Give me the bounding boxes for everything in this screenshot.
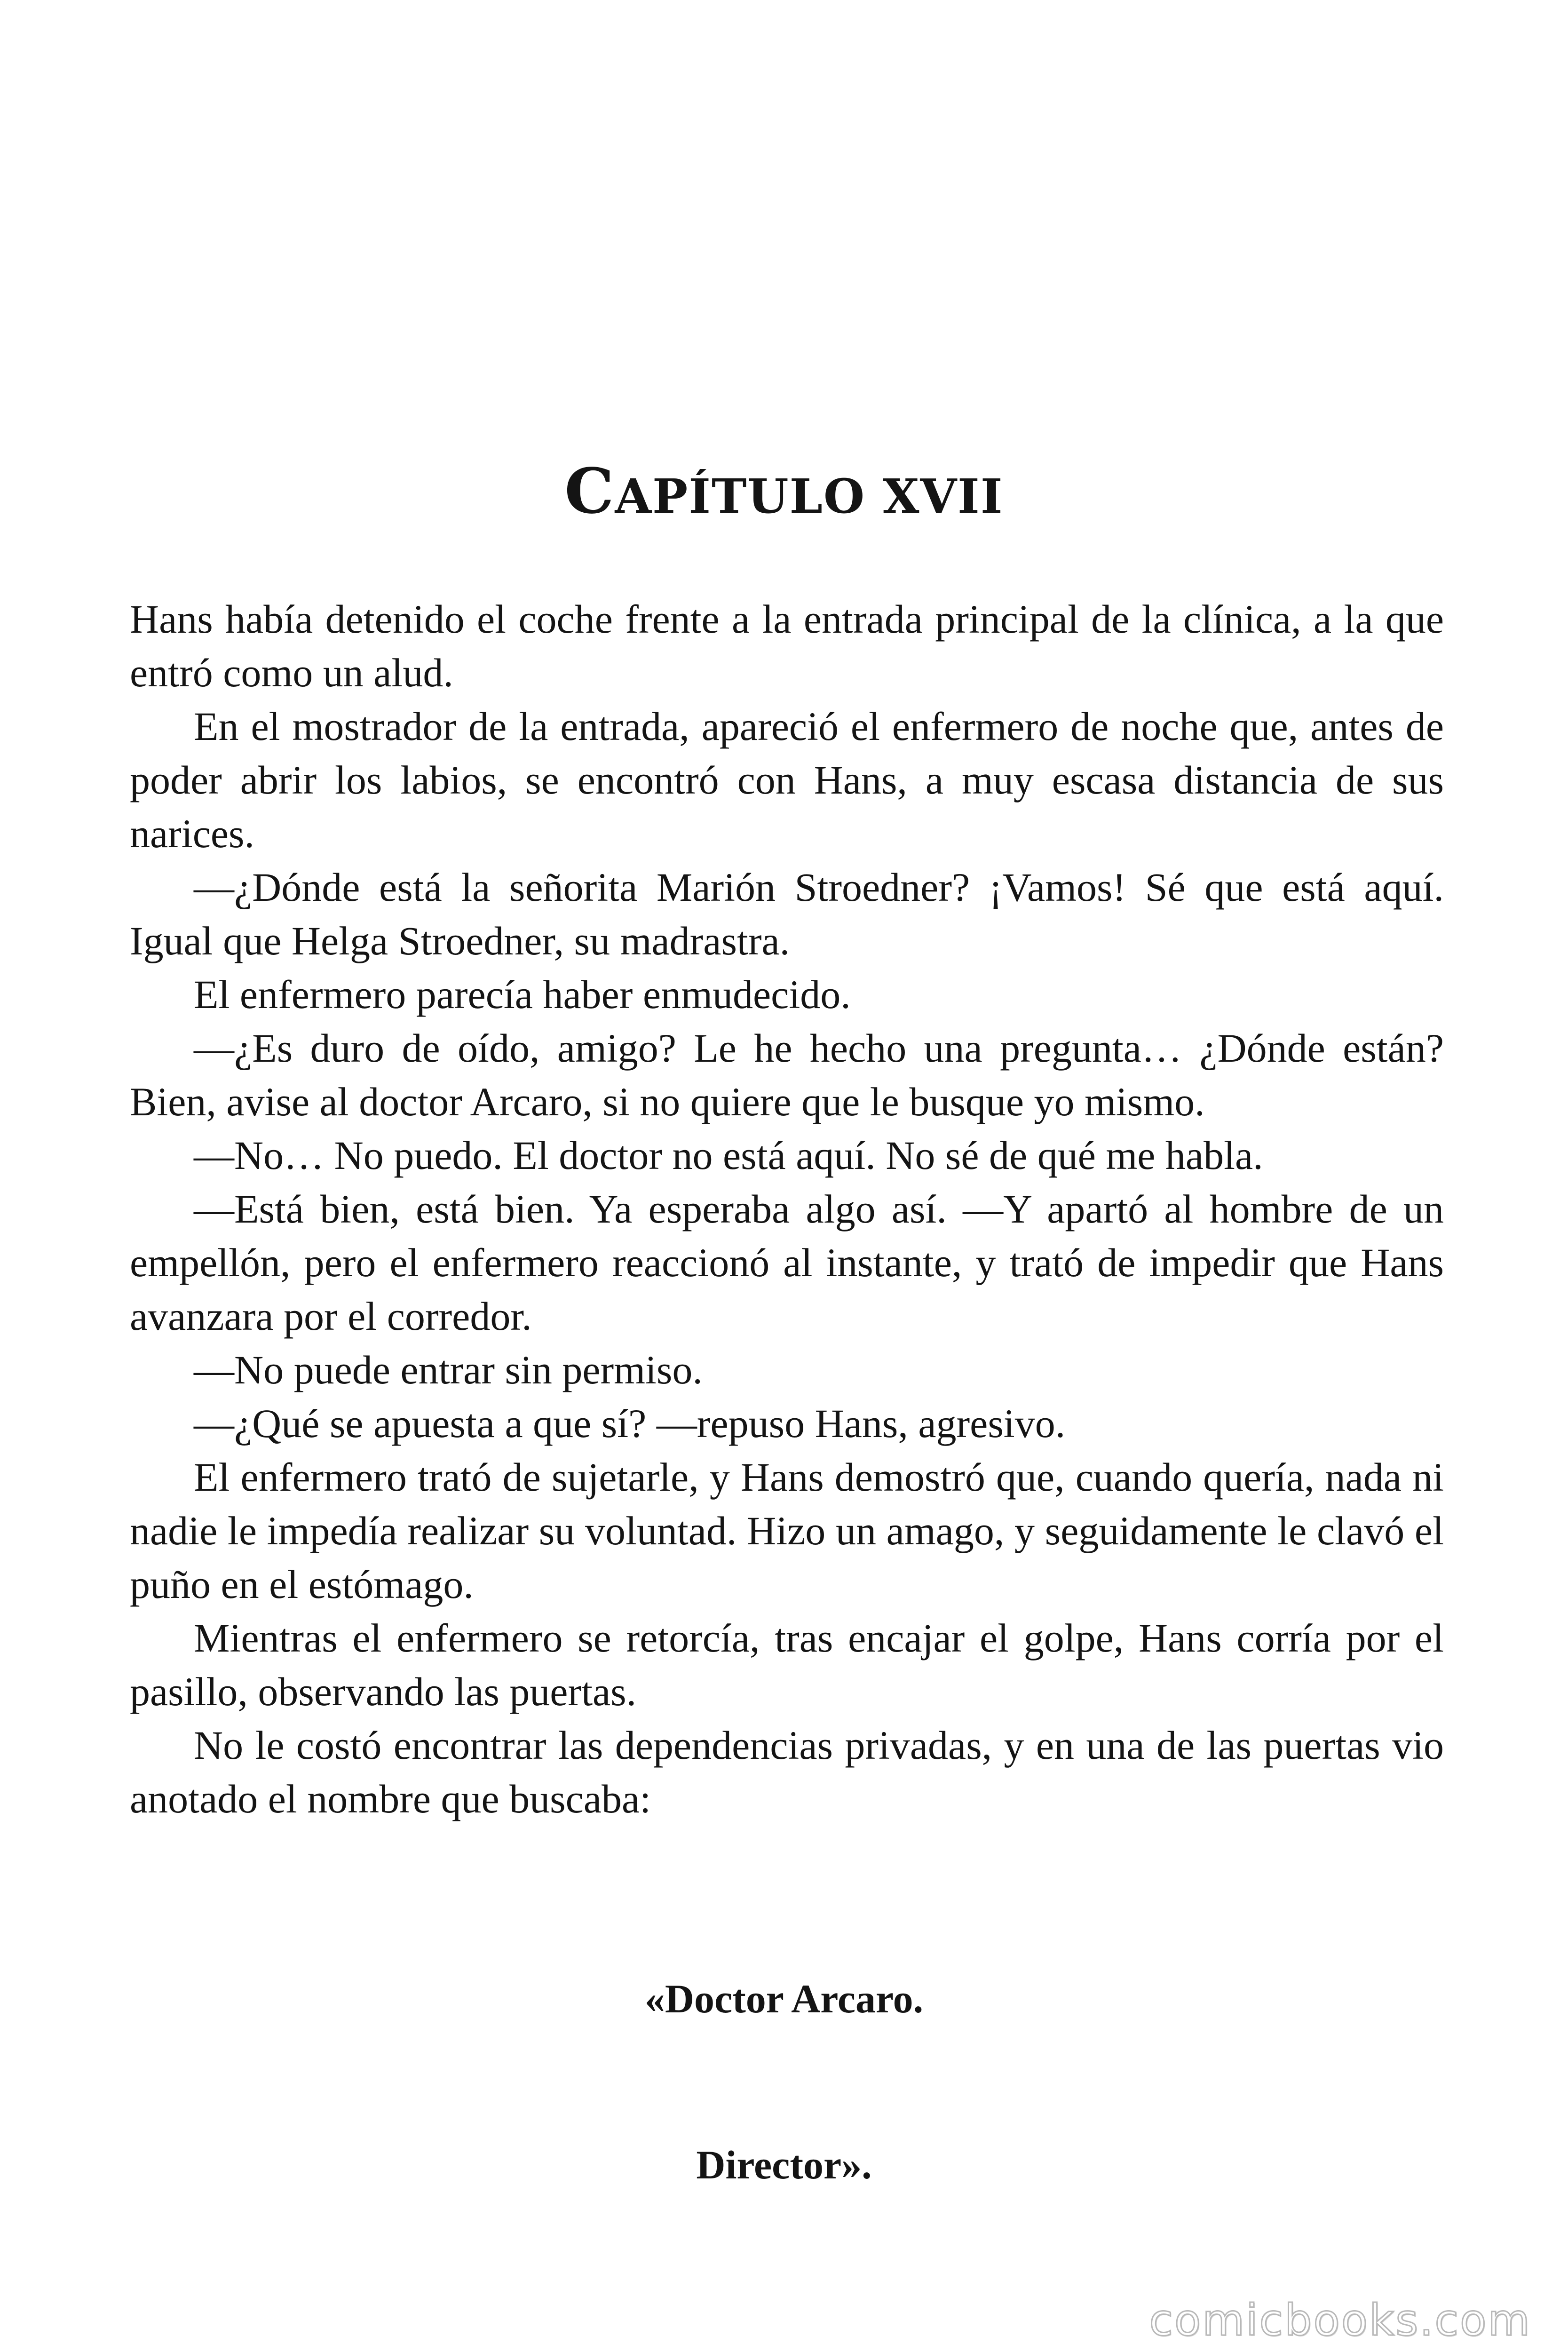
paragraph-5: —¿Es duro de oído, amigo? Le he hecho una pregunta… ¿Dónde están? Bien, avise al doctor Arcaro, si no quiere que le busque yo mismo. xyxy=(130,1025,1444,1124)
door-sign-title: Director». xyxy=(696,2142,872,2187)
paragraph-6: —No… No puedo. El doctor no está aquí. No sé de qué me habla. xyxy=(194,1133,1263,1178)
chapter-body xyxy=(130,592,1444,1826)
paragraph-4: El enfermero parecía haber enmudecido. xyxy=(194,972,851,1017)
paragraph-7: —Está bien, está bien. Ya esperaba algo así. —Y apartó al hombre de un empellón, pero el enfermero reaccionó al instante, y trató de impedir que Hans avanzara por el corredor. xyxy=(130,1186,1444,1339)
paragraph-3: —¿Dónde está la señorita Marión Stroedner? ¡Vamos! Sé que está aquí. Igual que Helga Stroedner, su madrastra. xyxy=(130,865,1444,963)
paragraph-12: No le costó encontrar las dependencias privadas, y en una de las puertas vio anotado el nombre que buscaba: xyxy=(130,1723,1444,1821)
paragraph-8: —No puede entrar sin permiso. xyxy=(194,1347,703,1392)
chapter-title-initial: C xyxy=(564,455,615,528)
chapter-title xyxy=(0,449,1568,539)
paragraph-9: —¿Qué se apuesta a que sí? —repuso Hans, agresivo. xyxy=(194,1401,1066,1446)
chapter-title-rest: APÍTULO XVII xyxy=(615,469,1004,524)
watermark: comicbooks.com xyxy=(1149,2295,1531,2345)
paragraph-10: El enfermero trató de sujetarle, y Hans demostró que, cuando quería, nada ni nadie le impedía realizar su voluntad. Hizo un amago, y seguidamente le clavó el puño en el estómago. xyxy=(130,1454,1444,1607)
paragraph-2: En el mostrador de la entrada, apareció el enfermero de noche que, antes de poder abrir los labios, se encontró con Hans, a muy escasa distancia de sus narices. xyxy=(130,704,1444,856)
door-sign-name: «Doctor Arcaro. xyxy=(644,1976,924,2021)
paragraph-11: Mientras el enfermero se retorcía, tras encajar el golpe, Hans corría por el pasillo, observando las puertas. xyxy=(130,1615,1444,1714)
paragraph-1: Hans había detenido el coche frente a la entrada principal de la clínica, a la que entró como un alud. xyxy=(130,596,1444,695)
